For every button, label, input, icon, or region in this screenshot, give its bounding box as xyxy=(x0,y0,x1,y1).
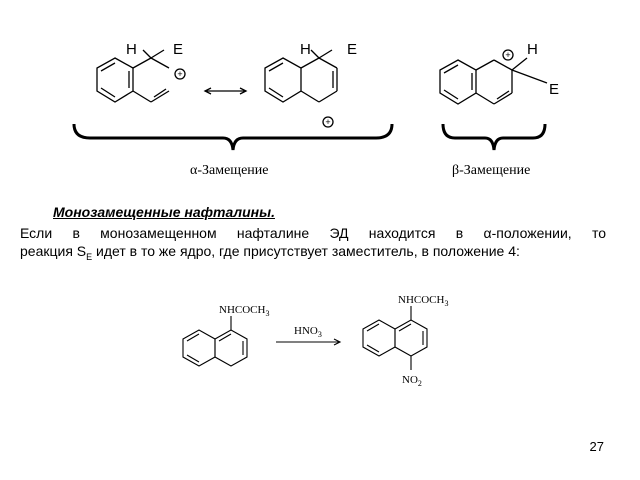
h-label: H xyxy=(300,41,311,58)
plus-charge: + xyxy=(325,117,331,127)
alpha-complex-structure-2 xyxy=(265,50,337,127)
reactant-structure xyxy=(183,316,247,366)
e-label: E xyxy=(549,81,560,98)
reagent-label: $HNO_3$ xyxy=(294,325,322,339)
beta-caption: β-Замещение xyxy=(452,163,531,178)
reactant-substituent-label: $NHCOCH_3$ xyxy=(219,304,270,318)
h-label: H xyxy=(527,41,538,58)
resonance-arrow xyxy=(205,88,246,94)
product-bottom-substituent-label: $NO_2$ xyxy=(402,374,422,388)
h-label: H xyxy=(126,41,137,58)
alpha-brace xyxy=(74,124,392,150)
paragraph-line-1: Если в монозамещенном нафталине ЭД находится в α-положении, то xyxy=(20,225,606,241)
alpha-complex-structure-1 xyxy=(97,50,185,102)
reaction-arrow xyxy=(276,339,340,345)
paragraph-line-2: реакция $S_E$ идет в то же ядро, где присутствует заместитель, в положение 4: xyxy=(20,243,520,262)
e-label: E xyxy=(347,41,358,58)
alpha-caption: α-Замещение xyxy=(190,163,269,178)
beta-complex-structure xyxy=(440,50,547,104)
e-label: E xyxy=(173,41,184,58)
page-number: 27 xyxy=(589,439,604,454)
beta-brace xyxy=(443,124,545,150)
product-top-substituent-label: $NHCOCH_3$ xyxy=(398,294,449,308)
section-heading: Монозамещенные нафталины. xyxy=(53,204,275,220)
plus-charge: + xyxy=(505,50,511,60)
plus-charge: + xyxy=(177,69,183,79)
product-structure xyxy=(363,306,427,370)
